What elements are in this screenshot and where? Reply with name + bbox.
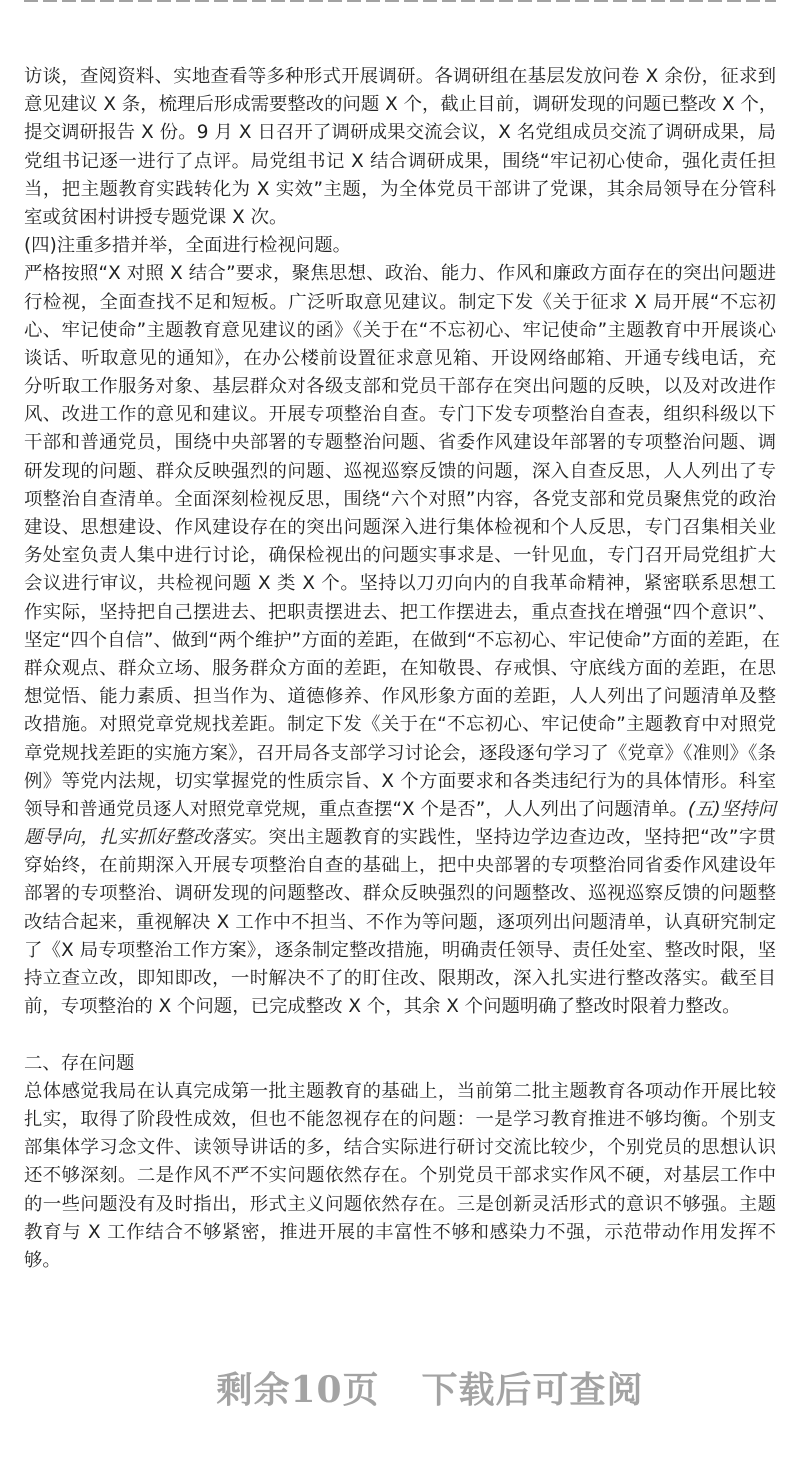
text-line bbox=[24, 1247, 776, 1275]
text-line bbox=[24, 740, 776, 768]
line-text: 作实际，坚持把自己摆进去、把职责摆进去、把工作摆进去，重点查找在增强“四个意识”、 bbox=[24, 601, 776, 623]
line-text: 心、牢记使命”主题教育意见建议的函》《关于在“不忘初心、牢记使命”主题教育中开展谈心 bbox=[24, 319, 776, 341]
text-line bbox=[24, 852, 776, 880]
line-text: 总体感觉我局在认真完成第一批主题教育的基础上，当前第二批主题教育各项动作开展比较 bbox=[24, 1080, 776, 1102]
text-line bbox=[24, 63, 776, 91]
text-line bbox=[24, 1219, 776, 1247]
text-line bbox=[24, 148, 776, 176]
text-line bbox=[24, 345, 776, 373]
line-text: 二、存在问题 bbox=[24, 1052, 135, 1074]
document-body bbox=[24, 63, 781, 1275]
text-line bbox=[24, 880, 776, 908]
line-text: 扎实，取得了阶段性成效，但也不能忽视存在的问题：一是学习教育推进不够均衡。个别支 bbox=[24, 1108, 776, 1130]
line-text: 当，把主题教育实践转化为 X 实效”主题，为全体党员干部讲了党课，其余局领导在分管科 bbox=[24, 178, 776, 200]
line-text: (四)注重多措并举，全面进行检视问题。 bbox=[24, 235, 351, 257]
text-line bbox=[24, 1078, 776, 1106]
line-text: 行检视，全面查找不足和短板。广泛听取意见建议。制定下发《关于征求 X 局开展“不忘初 bbox=[24, 291, 776, 313]
text-line bbox=[24, 937, 776, 965]
italic-heading-text: (五)坚持问 bbox=[687, 798, 776, 820]
line-text: 部集体学习念文件、读领导讲话的多，结合实际进行研讨交流比较少，个别党员的思想认识 bbox=[24, 1137, 776, 1159]
text-line bbox=[24, 655, 776, 683]
line-text: 建设、思想建设、作风建设存在的突出问题深入进行集体检视和个人反思，专门召集相关业 bbox=[24, 517, 776, 538]
line-text: 风、改进工作的意见和建议。开展专项整治自查。专门下发专项整治自查表，组织科级以下 bbox=[24, 404, 776, 426]
line-text: 干部和普通党员，围绕中央部署的专题整治问题、省委作风建设年部署的专项整治问题、调 bbox=[24, 432, 776, 454]
line-text: 党组书记逐一进行了点评。局党组书记 X 结合调研成果，围绕“牢记初心使命，强化责任担 bbox=[24, 150, 776, 172]
text-line bbox=[24, 711, 776, 739]
download-prompt[interactable] bbox=[0, 1362, 800, 1413]
line-text: 研发现的问题、群众反映强烈的问题、巡视巡察反馈的问题，深入自查反思，人人列出了专 bbox=[24, 460, 776, 482]
line-text: 务处室负责人集中进行讨论，确保检视出的问题实事求是、一针见血，专门召开局党组扩大 bbox=[24, 545, 776, 567]
text-line bbox=[24, 627, 781, 655]
paragraph bbox=[24, 232, 776, 260]
text-line bbox=[24, 289, 776, 317]
text-line bbox=[24, 570, 776, 598]
text-line bbox=[24, 260, 776, 288]
text-line bbox=[24, 119, 776, 147]
line-text: 够。 bbox=[24, 1249, 61, 1271]
text-line bbox=[24, 993, 776, 1021]
paragraph bbox=[24, 63, 776, 232]
line-text: 前，专项整治的 X 个问题，已完成整改 X 个，其余 X 个问题明确了整改时限着力整改。 bbox=[24, 996, 741, 1018]
text-line bbox=[24, 91, 776, 119]
line-text: 持立查立改，即知即改，一时解决不了的盯住改、限期改，深入扎实进行整改落实。截至目 bbox=[24, 968, 776, 989]
text-line bbox=[24, 1106, 776, 1134]
italic-heading-text: 题导向，扎实抓好整改落实。 bbox=[24, 827, 269, 849]
paragraph bbox=[24, 1050, 776, 1078]
line-text: 提交调研报告 X 份。9 月 X 日召开了调研成果交流会议，X 名党组成员交流了调研成果，局 bbox=[24, 122, 776, 144]
text-line bbox=[24, 796, 776, 824]
text-line bbox=[24, 458, 776, 486]
text-line bbox=[24, 965, 776, 993]
line-text: 突出主题教育的实践性，坚持边学边查边改，坚持把“改”字贯 bbox=[268, 827, 776, 849]
text-line bbox=[24, 542, 776, 570]
line-text: 室或贫困村讲授专题党课 X 次。 bbox=[24, 206, 288, 228]
download-hint-text: 下载后可查阅 bbox=[421, 1369, 644, 1411]
text-line bbox=[24, 429, 776, 457]
line-text: 领导和普通党员逐人对照党章党规，重点查摆“X 个是否”，人人列出了问题清单。 bbox=[24, 798, 688, 820]
line-text: 项整治自查清单。全面深刻检视反思，围绕“六个对照”内容，各党支部和党员聚焦党的政治 bbox=[24, 488, 776, 510]
line-text: 例》等党内法规，切实掌握党的性质宗旨、X 个方面要求和各类违纪行为的具体情形。科室 bbox=[24, 770, 776, 792]
text-line bbox=[24, 176, 776, 204]
text-line bbox=[24, 401, 776, 429]
line-text: 严格按照“X 对照 X 结合”要求，聚焦思想、政治、能力、作风和廉政方面存在的突出问题进 bbox=[24, 263, 776, 285]
text-line bbox=[24, 514, 776, 542]
text-line bbox=[24, 486, 776, 514]
text-line bbox=[24, 204, 776, 232]
text-line bbox=[24, 683, 776, 711]
line-text: 部署的专项整治、调研发现的问题整改、群众反映强烈的问题整改、巡视巡察反馈的问题整 bbox=[24, 883, 776, 905]
text-line bbox=[24, 1050, 776, 1078]
line-text: 改措施。对照党章党规找差距。制定下发《关于在“不忘初心、牢记使命”主题教育中对照党 bbox=[24, 714, 776, 736]
text-line bbox=[24, 232, 776, 260]
text-line bbox=[24, 317, 776, 345]
line-text: 意见建议 X 条，梳理后形成需要整改的问题 X 个，截止目前，调研发现的问题已整改 X 个， bbox=[24, 94, 778, 116]
line-text: 想觉悟、能力素质、担当作为、道德修养、作风形象方面的差距，人人列出了问题清单及整 bbox=[24, 686, 776, 708]
text-line bbox=[24, 599, 776, 627]
line-text: 还不够深刻。二是作风不严不实问题依然存在。个别党员干部求实作风不硬，对基层工作中 bbox=[24, 1165, 776, 1187]
line-text: 会议进行审议，共检视问题 X 类 X 个。坚持以刀刃向内的自我革命精神，紧密联系思想工 bbox=[24, 573, 776, 595]
text-line bbox=[24, 768, 776, 796]
line-text: 的一些问题没有及时指出，形式主义问题依然存在。三是创新灵活形式的意识不够强。主题 bbox=[24, 1193, 776, 1215]
text-line bbox=[24, 373, 776, 401]
line-text: 穿始终，在前期深入开展专项整治自查的基础上，把中央部署的专项整治同省委作风建设年 bbox=[24, 855, 776, 877]
paragraph bbox=[24, 1078, 776, 1275]
text-line bbox=[24, 909, 776, 937]
text-line bbox=[24, 1191, 776, 1219]
text-line bbox=[24, 1162, 776, 1190]
line-text: 谈话、听取意见的通知》，在办公楼前设置征求意见箱、开设网络邮箱、开通专线电话，充 bbox=[24, 347, 776, 369]
line-text: 坚定“四个自信”、做到“两个维护”方面的差距，在做到“不忘初心、牢记使命”方面的差距，在 bbox=[24, 629, 781, 651]
text-line bbox=[24, 1134, 776, 1162]
line-text: 访谈，查阅资料、实地查看等多种形式开展调研。各调研组在基层发放问卷 X 余份，征求到 bbox=[24, 66, 776, 87]
line-text: 了《X 局专项整治工作方案》，逐条制定整改措施，明确责任领导、责任处室、整改时限，坚 bbox=[24, 939, 776, 961]
line-text: 章党规找差距的实施方案》，召开局各支部学习讨论会，逐段逐句学习了《党章》《准则》《条 bbox=[24, 742, 776, 764]
remaining-pages-text: 剩余10页 bbox=[216, 1369, 380, 1411]
text-line bbox=[24, 824, 776, 852]
line-text: 教育与 X 工作结合不够紧密，推进开展的丰富性不够和感染力不强，示范带动作用发挥不 bbox=[24, 1221, 776, 1243]
paragraph bbox=[24, 260, 781, 1021]
line-text: 群众观点、群众立场、服务群众方面的差距，在知敬畏、存戒惧、守底线方面的差距，在思 bbox=[24, 657, 776, 679]
blank-line bbox=[24, 1021, 776, 1049]
line-text: 改结合起来，重视解决 X 工作中不担当、不作为等问题，逐项列出问题清单，认真研究制定 bbox=[24, 911, 776, 933]
line-text: 分听取工作服务对象、基层群众对各级支部和党员干部存在突出问题的反映，以及对改进作 bbox=[24, 376, 776, 398]
cut-off-previous-line bbox=[24, 0, 776, 2]
